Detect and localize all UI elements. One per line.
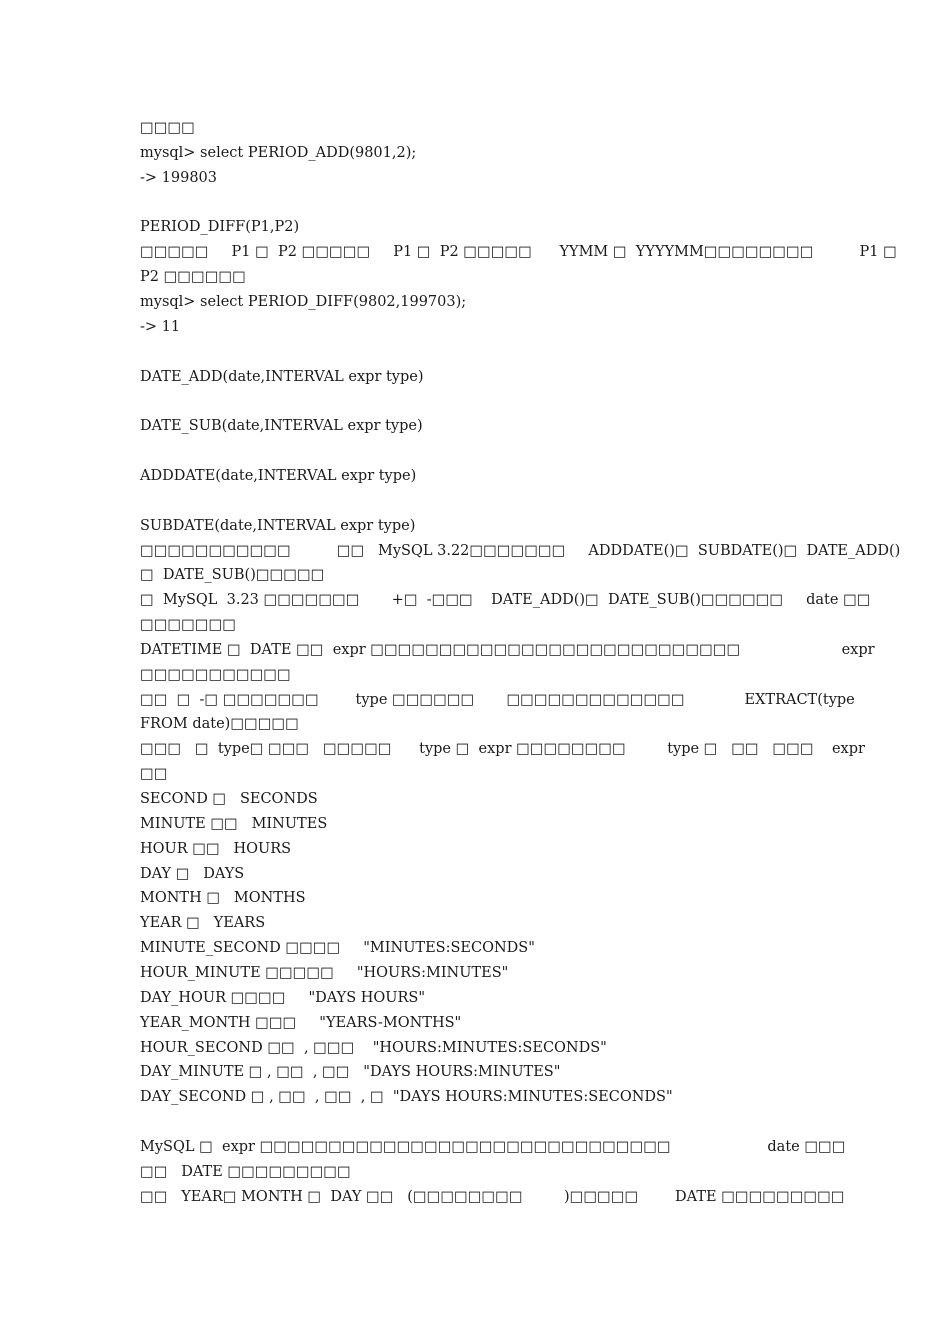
text-line: □□□□□□□ (140, 617, 236, 633)
text-line: □□□ □ type□ □□□ □□□□□ type □ expr □□□□□□□□ type □ □□ □□□ expr (140, 741, 865, 758)
text-line: HOUR_MINUTE □□□□□ "HOURS:MINUTES" (140, 964, 509, 981)
text-line: □□□□□ P1 □ P2 □□□□□ P1 □ P2 □□□□□ YYMM □ YYYYMM□□□□□□□□ P1 □ (140, 244, 897, 261)
text-line: MONTH □ MONTHS (140, 890, 306, 907)
text-line: HOUR □□ HOURS (140, 840, 292, 857)
text-line: mysql> select PERIOD_ADD(9801,2); (140, 144, 417, 161)
text-line: DAY_SECOND □ , □□ , □□ , □ "DAYS HOURS:MINUTES:SECONDS" (140, 1089, 673, 1106)
text-line: □□ □ -□ □□□□□□□ type □□□□□□ □□□□□□□□□□□□□ EXTRACT(type (140, 691, 855, 708)
text-line: □□□□□□□□□□□ (140, 666, 291, 683)
text-line: DAY_HOUR □□□□ "DAYS HOURS" (140, 989, 426, 1006)
text-line: □□□□□□□□□□□ □□ MySQL 3.22□□□□□□□ ADDDATE()□ SUBDATE()□ DATE_ADD() (140, 542, 901, 559)
text-line: DATE_SUB(date,INTERVAL expr type) (140, 418, 423, 435)
text-line: SECOND □ SECONDS (140, 791, 318, 807)
text-line: YEAR □ YEARS (140, 915, 266, 932)
text-line: MINUTE_SECOND □□□□ "MINUTES:SECONDS" (140, 940, 535, 957)
text-line: YEAR_MONTH □□□ "YEARS-MONTHS" (140, 1014, 462, 1031)
text-line: DATETIME □ DATE □□ expr □□□□□□□□□□□□□□□□□□□□□□□□□□□ expr (140, 641, 875, 658)
text-line: PERIOD_DIFF(P1,P2) (140, 219, 300, 236)
text-line: □ DATE_SUB()□□□□□ (140, 567, 325, 584)
text-line: □□ DATE □□□□□□□□□ (140, 1163, 351, 1180)
text-line: DAY_MINUTE □ , □□ , □□ "DAYS HOURS:MINUTES" (140, 1064, 561, 1081)
text-line: -> 11 (140, 318, 181, 335)
text-line: MINUTE □□ MINUTES (140, 815, 328, 832)
text-line: FROM date)□□□□□ (140, 716, 299, 733)
text-line: mysql> select PERIOD_DIFF(9802,199703); (140, 294, 467, 310)
text-line: □□ YEAR□ MONTH □ DAY □□ (□□□□□□□□ )□□□□□ DATE □□□□□□□□□ (140, 1188, 845, 1205)
text-line: SUBDATE(date,INTERVAL expr type) (140, 517, 416, 534)
text-line: DATE_ADD(date,INTERVAL expr type) (140, 368, 424, 385)
text-line: HOUR_SECOND □□ , □□□ "HOURS:MINUTES:SECONDS" (140, 1039, 607, 1056)
text-line: □ MySQL 3.23 □□□□□□□ +□ -□□□ DATE_ADD()□ DATE_SUB()□□□□□□ date □□ (140, 592, 871, 609)
text-line: □□□□ (140, 120, 195, 136)
text-line: DAY □ DAYS (140, 865, 245, 882)
text-line: MySQL □ expr □□□□□□□□□□□□□□□□□□□□□□□□□□□□□□ date □□□ (140, 1138, 846, 1155)
text-line: □□ (140, 766, 168, 783)
text-line: -> 199803 (140, 169, 218, 186)
text-line: P2 □□□□□□ (140, 269, 246, 286)
text-line: ADDDATE(date,INTERVAL expr type) (140, 467, 417, 484)
